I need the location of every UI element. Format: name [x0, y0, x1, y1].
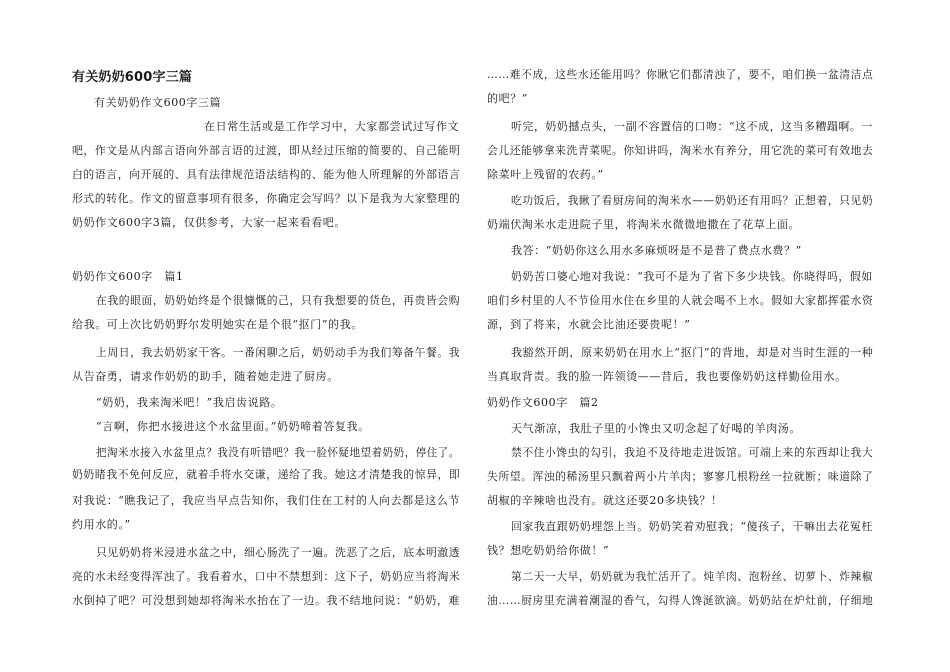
text-line: 约用水的。”	[72, 518, 131, 531]
text-line: “言啊，你把水接进这个水盆里面。”奶奶啼着答复我。	[96, 420, 370, 433]
text-line: 奶奶作文600字 篇1	[72, 270, 184, 283]
text-line: 奶奶作文600字3篇，仅供参考，大家一起来看看吧。	[72, 216, 346, 229]
text-line: 给我。可上次比奶奶野尔发明她实在是个很“抠门”的我。	[72, 318, 363, 331]
text-line: 第二天一大早，奶奶就为我忙活开了。炖羊肉、泡粉丝、切萝卜、炸辣椒	[511, 570, 874, 583]
text-line: 在我的眼面，奶奶始终是个很慷慨的己，只有我想要的货色，再贵皆会购	[96, 294, 461, 307]
text-line: 禁不住小馋虫的勾引，我迫不及待地走进饭馆。可端上来的东西却让我大	[511, 446, 874, 459]
text-line: “奶奶，我来淘米吧！”我启齿说路。	[96, 396, 283, 409]
text-line: 形式的转化。作文的留意事项有很多，你确定会写吗？以下是我为大家整理的	[72, 192, 461, 205]
text-line: 油……厨房里充满着潮湿的香气，勾得人馋涎欲滴。奶奶站在炉灶前，仔细地	[487, 594, 874, 607]
text-line: 的吧？”	[487, 92, 529, 105]
text-line: 吃功饭后，我瞅了看厨房间的淘米水——奶奶还有用吗？正想着，只见奶	[511, 194, 874, 207]
text-line: 奶奶作文600字 篇2	[487, 396, 599, 409]
text-line: 奶奶睹我不免何反应，就着手将水交谦，递给了我。她这才清楚我的惊异，即	[72, 468, 461, 481]
text-line: 亮的水未经变得浑浊了。我看着水，口中不禁想到：这下子，奶奶应当将淘米	[72, 570, 461, 583]
text-line: 水倒掉了吧？可没想到她却将淘米水抬在了一边。我不结地问说：“奶奶，难	[72, 594, 461, 607]
text-line: 咱们乡村里的人不节俭用水住在乡里的人就会喝不上水。假如大家都挥霍水资	[487, 294, 874, 307]
text-line: 把淘米水接入水盆里点？我没有听错吧？我一脸怀疑地望着奶奶，停住了。	[96, 446, 460, 459]
text-line: 天气渐凉，我肚子里的小馋虫又叨念起了好喝的羊肉汤。	[511, 422, 801, 435]
document-title: 有关奶奶600字三篇	[72, 70, 193, 85]
text-line: 白的语言，向开展的、具有法律规范语法结构的、能为他人所理解的外部语言	[72, 168, 461, 181]
text-line: 钱？想吃奶奶给你做！”	[487, 544, 610, 557]
text-line: 失所望。浑浊的稀汤里只飘着两小片羊肉；寥寥几根粉丝一拉就断；味道除了	[487, 470, 874, 483]
text-line: 回家我直跟奶奶埋怨上当。奶奶笑着劝慰我；“傻孩子，干嘛出去花冤枉	[511, 520, 873, 533]
text-line: 奶端伏淘米水走进院子里，将淘米水微微地撒在了花草上面。	[487, 218, 801, 231]
text-line: 除菜叶上残留的农药。”	[487, 168, 604, 181]
text-line: 我答：“奶奶你这么用水多麻烦呀是不是普了费点水费？”	[511, 244, 802, 257]
text-line: 对我说：“瞧我记了，我应当早点告知你，我们住在工村的人向去都是这么节	[72, 494, 461, 507]
text-line: ……难不成，这些水还能用吗？你瞅它们都清浊了，要不，咱们换一盆清洁点	[487, 68, 874, 81]
text-line: 当真取背责。我的脸一阵领烫——昔后，我也要像奶奶这样勤俭用水。	[487, 370, 847, 383]
text-line: 有关奶奶作文600字三篇	[94, 96, 222, 109]
text-line: 上周日，我去奶奶家干客。一番闲聊之后，奶奶动手为我们筹备午餐。我	[96, 346, 461, 359]
text-line: 会儿还能够拿来洗青菜呢。你知讲吗，淘米水有养分，用它洗的菜可有效地去	[487, 144, 874, 157]
text-line: 我豁然开朗，原来奶奶在用水上“抠门”的背地，却是对当时生涯的一种	[511, 346, 874, 359]
text-line: 源，到了将来，水就会比油还要贵呢！”	[487, 318, 691, 331]
text-line: 吧，作文是从内部言语向外部言语的过渡，即从经过压缩的简要的、自己能明	[72, 144, 461, 157]
text-line: 胡椒的辛辣啥也没有。就这还要20多块钱？！	[487, 494, 723, 507]
text-line: 听完，奶奶撼点头，一副不容置信的口吻：“这不成，这当多糟蹋啊。一	[511, 120, 873, 133]
text-line: 从告奋勇，请求作奶奶的助手，随着她走进了厨房。	[72, 370, 339, 383]
text-line: 奶奶苦口婆心地对我说：“我可不是为了省下多少块钱。你晓得吗，假如	[511, 270, 873, 283]
text-line: 只见奶奶将米浸进水盆之中，细心肠洗了一遍。洗恶了之后，底本明澈透	[96, 546, 461, 559]
text-line: 在日常生活或是工作学习中，大家都尝试过写作文	[204, 120, 460, 133]
